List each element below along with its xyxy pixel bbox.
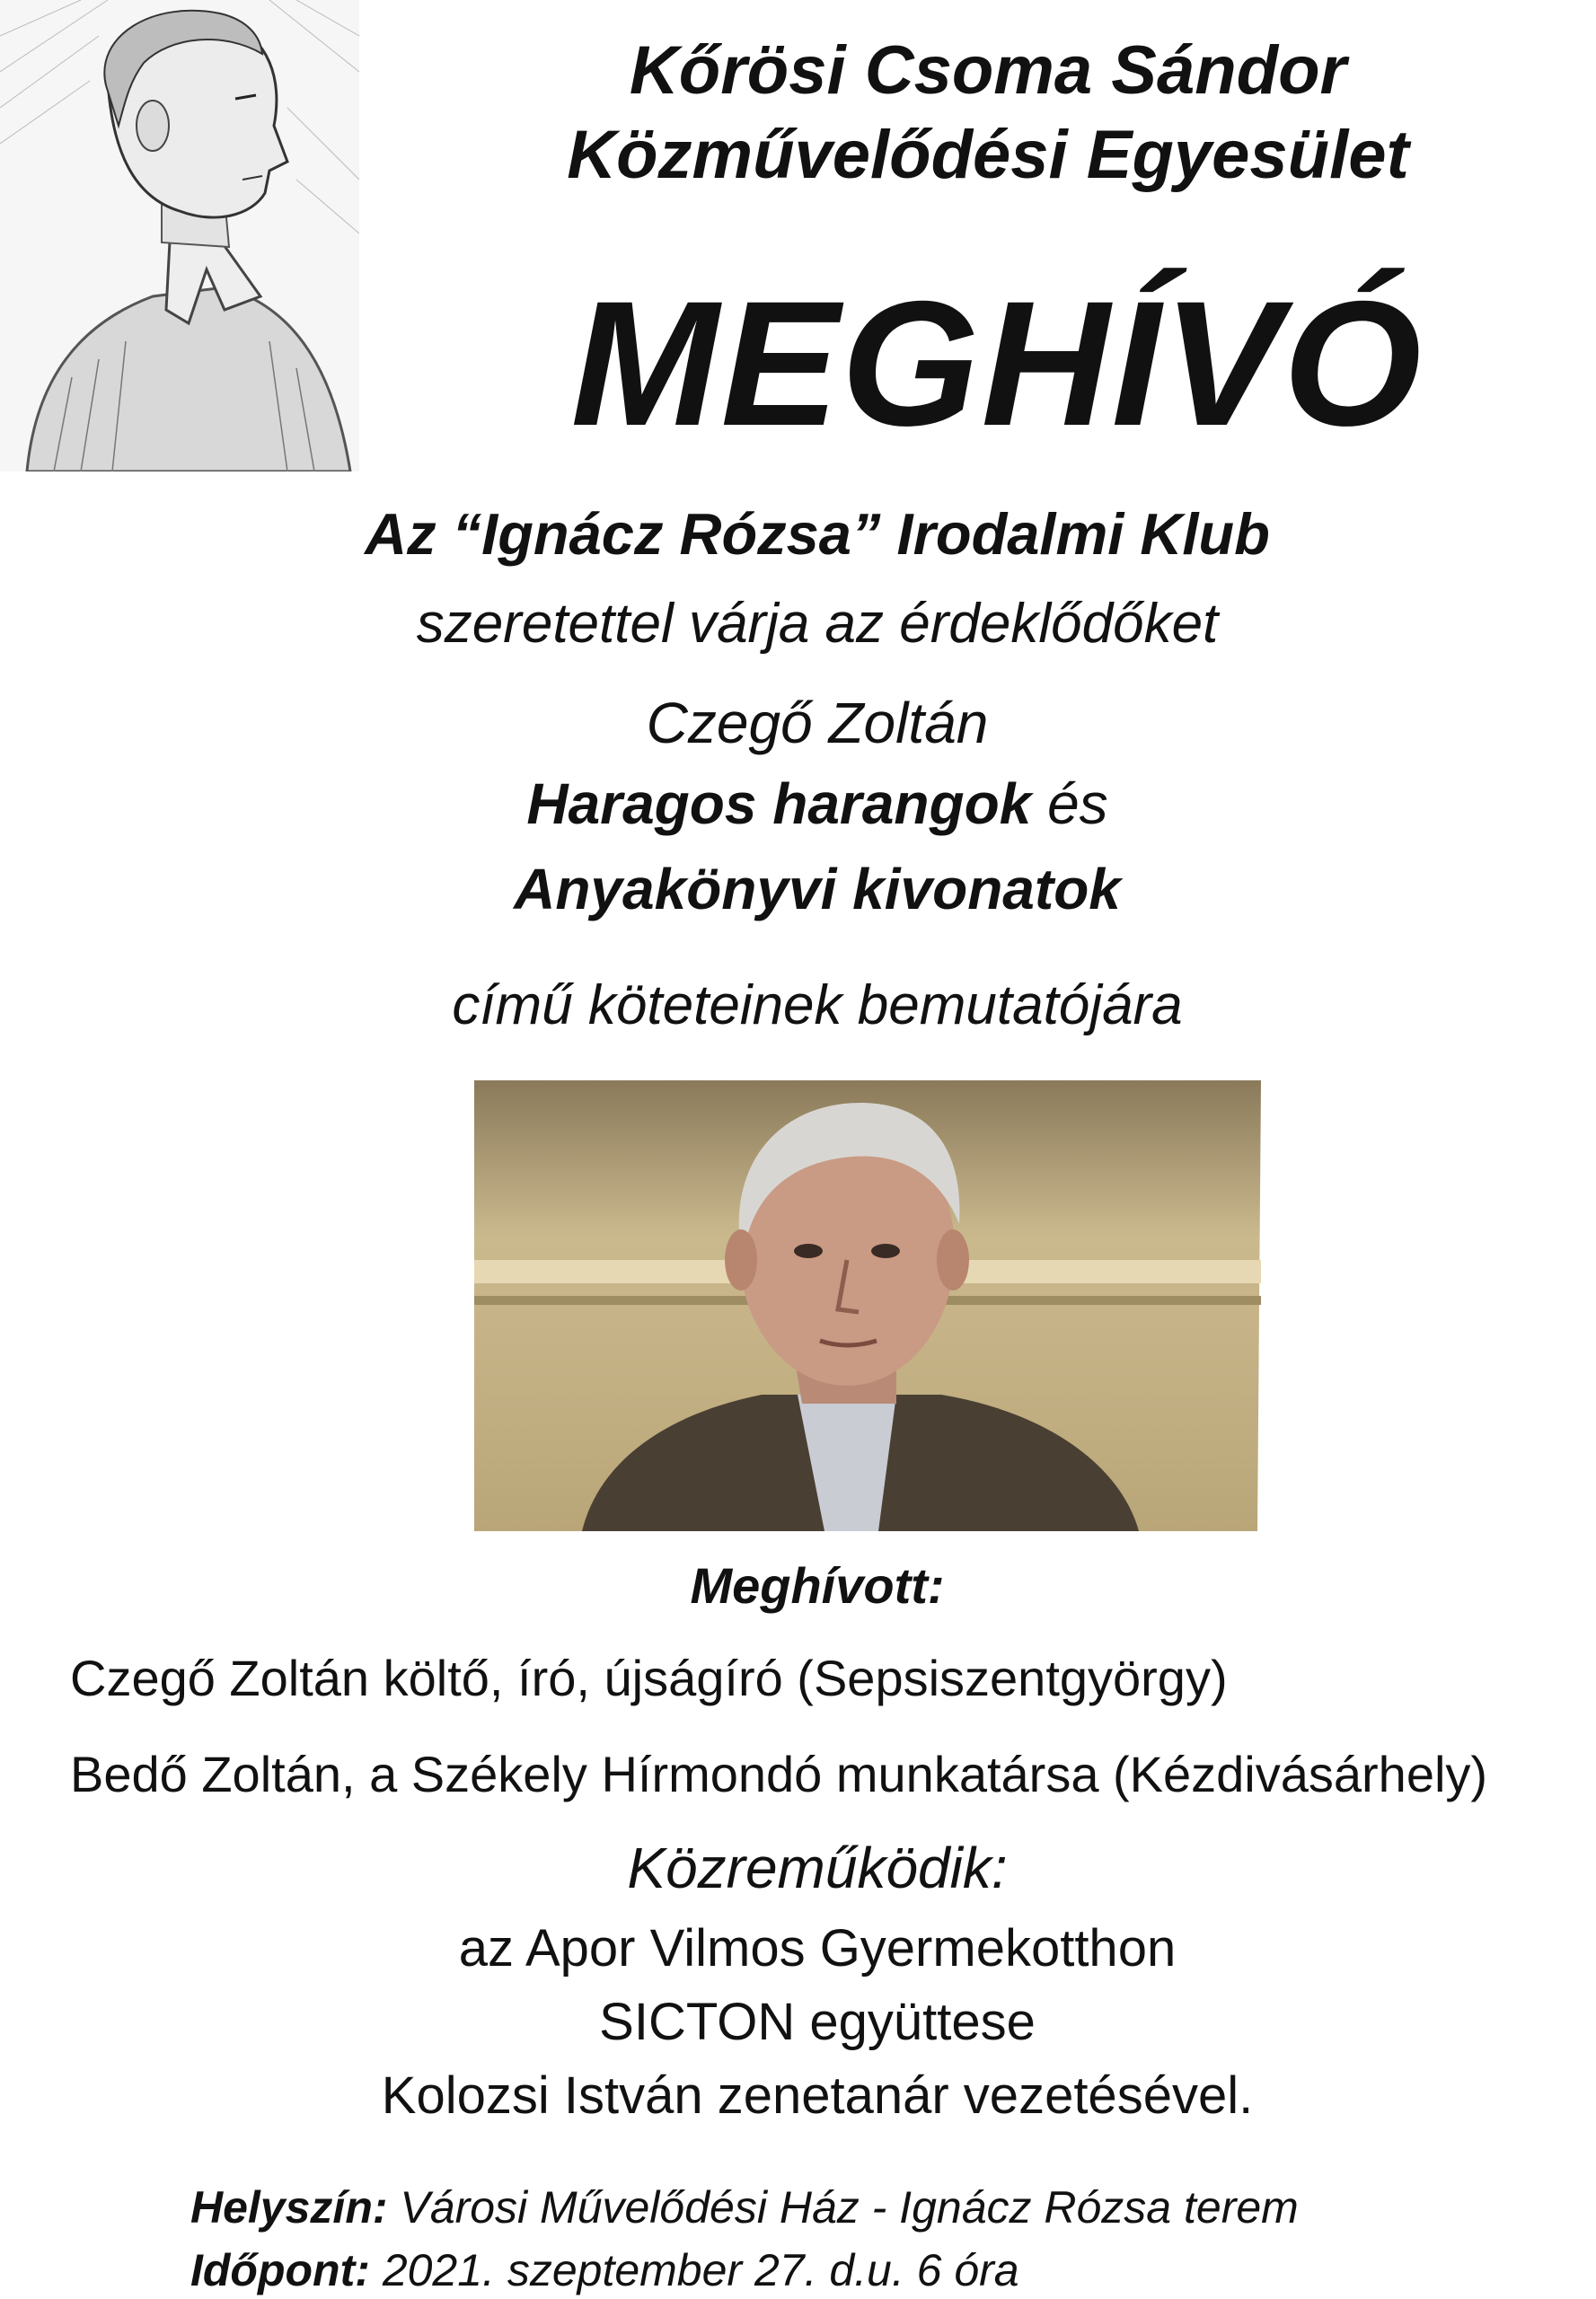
club-line: Az “Ignácz Rózsa” Irodalmi Klub <box>365 501 1270 567</box>
time-value: 2021. szeptember 27. d.u. 6 óra <box>382 2245 1019 2295</box>
invited-label: Meghívott: <box>690 1557 945 1614</box>
book-conjunction: és <box>1047 771 1108 836</box>
page-title: MEGHÍVÓ <box>570 264 1424 462</box>
contribution-line: Kolozsi István zenetanár vezetésével. <box>381 2066 1254 2125</box>
book-title-1: Haragos harangok <box>526 771 1032 836</box>
author-photo <box>474 1080 1261 1531</box>
organization-name <box>431 29 1545 198</box>
invited-guest: Bedő Zoltán, a Székely Hírmondó munkatársa (Kézdivásárhely) <box>70 1746 1488 1802</box>
organization-name-line1: Kőrösi Csoma Sándor <box>629 32 1347 109</box>
contribution-line: SICTON együttese <box>599 1993 1036 2051</box>
author-name: Czegő Zoltán <box>646 691 989 755</box>
contribution-line: az Apor Vilmos Gyermekotthon <box>458 1919 1177 1977</box>
invited-guest: Czegő Zoltán költő, író, újságíró (Sepsiszentgyörgy) <box>70 1650 1228 1706</box>
book-title-line <box>269 768 1365 840</box>
contribution-label: Közreműködik: <box>627 1836 1008 1900</box>
time-label: Időpont: <box>190 2245 370 2295</box>
welcome-line: szeretettel várja az érdeklődőket <box>416 593 1219 655</box>
venue-line <box>190 2179 1299 2236</box>
venue-label: Helyszín: <box>190 2182 388 2233</box>
venue-value: Városi Művelődési Ház - Ignácz Rózsa terem <box>400 2182 1299 2233</box>
organization-name-line2: Közművelődési Egyesület <box>567 117 1409 193</box>
event-subtitle: című köteteinek bemutatójára <box>452 974 1183 1036</box>
book-title-2: Anyakönyvi kivonatok <box>514 857 1121 921</box>
time-line <box>190 2242 1019 2299</box>
portrait-engraving <box>0 0 359 471</box>
